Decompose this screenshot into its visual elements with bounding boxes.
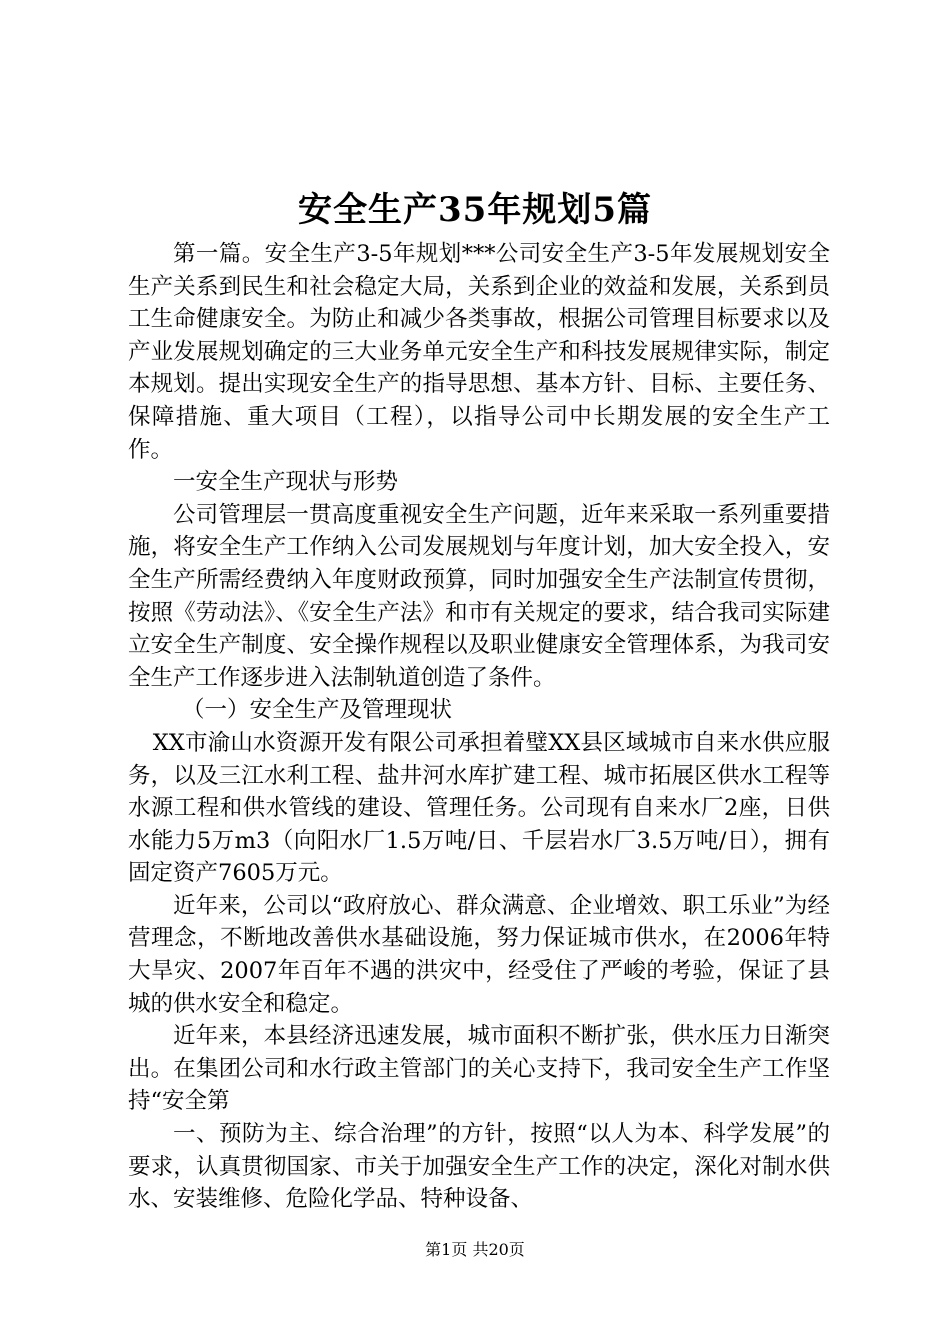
paragraph-recent-years-2: 近年来，本县经济迅速发展，城市面积不断扩张，供水压力日渐突出。在集团公司和水行政主管部门的关心支持下，我司安全生产工作坚持“安全第 <box>128 1023 830 1115</box>
paragraph-policy: 一、预防为主、综合治理”的方针，按照“以人为本、科学发展”的要求，认真贯彻国家、市关于加强安全生产工作的决定，深化对制水供水、安装维修、危险化学品、特种设备、 <box>128 1121 830 1213</box>
paragraph-management: 公司管理层一贯高度重视安全生产问题，近年来采取一系列重要措施，将安全生产工作纳入公司发展规划与年度计划，加大安全投入，安全生产所需经费纳入年度财政预算，同时加强安全生产法制宣传贯彻，按照《劳动法》、《安全生产法》和市有关规定的要求，结合我司实际建立安全生产制度、安全操作规程以及职业健康安全管理体系，为我司安全生产工作逐步进入法制轨道创造了条件。 <box>128 501 830 691</box>
subsection-heading-current-status: （一）安全生产及管理现状 <box>182 697 453 724</box>
section-heading-status: 一安全生产现状与形势 <box>173 469 399 496</box>
paragraph-company-profile: XX市渝山水资源开发有限公司承担着璧XX县区域城市自来水供应服务，以及三江水利工程、盐井河水库扩建工程、城市拓展区供水工程等水源工程和供水管线的建设、管理任务。公司现有自来水厂2座，日供水能力5万m3（向阳水厂1.5万吨/日、千层岩水厂3.5万吨/日），拥有固定资产7605万元。 <box>128 729 830 887</box>
paragraph-recent-years-1: 近年来，公司以“政府放心、群众满意、企业增效、职工乐业”为经营理念，不断地改善供水基础设施，努力保证城市供水，在2006年特大旱灾、2007年百年不遇的洪灾中，经受住了严峻的考验，保证了县城的供水安全和稳定。 <box>128 892 830 1017</box>
page-number-footer: 第1页 共20页 <box>425 1240 525 1259</box>
document-body <box>128 238 830 1216</box>
paragraph-intro: 第一篇。安全生产3-5年规划***公司安全生产3-5年发展规划安全生产关系到民生和社会稳定大局，关系到企业的效益和发展，关系到员工生命健康安全。为防止和减少各类事故，根据公司管理目标要求以及产业发展规划确定的三大业务单元安全生产和科技发展规律实际，制定本规划。提出实现安全生产的指导思想、基本方针、目标、主要任务、保障措施、重大项目（工程），以指导公司中长期发展的安全生产工作。 <box>128 241 830 463</box>
document-title: 安全生产35年规划5篇 <box>298 190 652 230</box>
